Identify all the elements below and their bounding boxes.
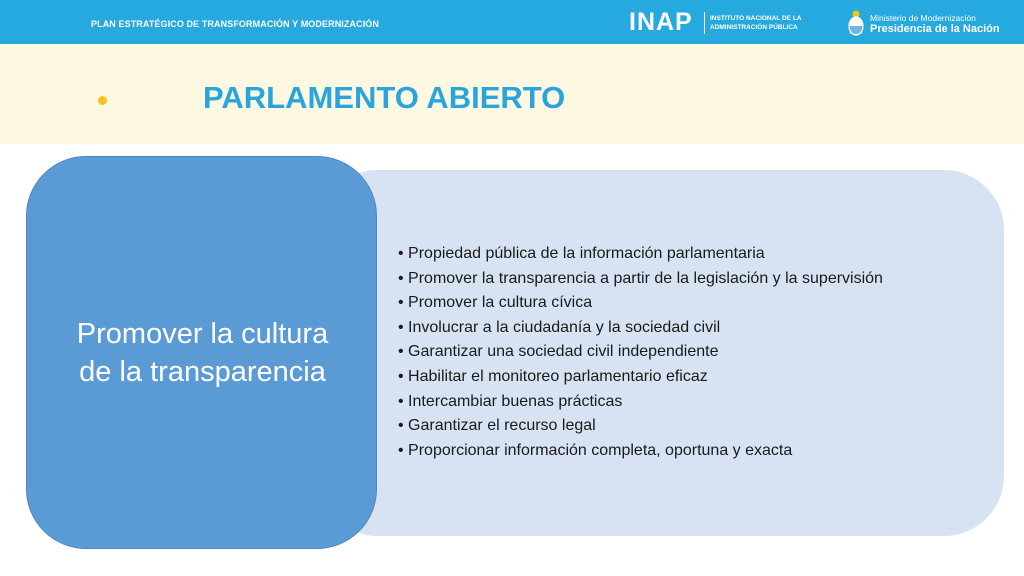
ministry-logo-text bbox=[870, 13, 1000, 35]
list-item: • Garantizar una sociedad civil independiente bbox=[398, 340, 883, 365]
title-bullet bbox=[98, 96, 107, 105]
list-item: • Involucrar a la ciudadanía y la sociedad civil bbox=[398, 316, 883, 341]
inap-logo-name: INAP bbox=[629, 8, 693, 36]
inap-subtitle-line2: ADMINISTRACIÓN PÚBLICA bbox=[710, 24, 798, 31]
list-item: • Promover la cultura cívica bbox=[398, 291, 883, 316]
inap-subtitle-line1: INSTITUTO NACIONAL DE LA bbox=[710, 15, 802, 22]
items-list bbox=[398, 242, 883, 463]
list-item: • Habilitar el monitoreo parlamentario eficaz bbox=[398, 365, 883, 390]
ministry-line1: Ministerio de Modernización bbox=[870, 13, 976, 23]
header-bar bbox=[0, 0, 1024, 44]
slide-title: PARLAMENTO ABIERTO bbox=[203, 80, 566, 115]
list-item: • Propiedad pública de la información parlamentaria bbox=[398, 242, 883, 267]
list-item: • Promover la transparencia a partir de la legislación y la supervisión bbox=[398, 267, 883, 292]
main-box-line1: Promover la cultura bbox=[76, 318, 329, 350]
list-item: • Garantizar el recurso legal bbox=[398, 414, 883, 439]
plan-label: PLAN ESTRATÉGICO DE TRANSFORMACIÓN Y MODERNIZACIÓN bbox=[91, 19, 380, 29]
list-item: • Intercambiar buenas prácticas bbox=[398, 390, 883, 415]
main-box bbox=[26, 156, 377, 549]
list-item: • Proporcionar información completa, oportuna y exacta bbox=[398, 439, 883, 464]
coat-of-arms-icon bbox=[846, 9, 866, 37]
inap-logo-subtitle bbox=[710, 14, 801, 32]
main-box-line2: de la transparencia bbox=[79, 356, 326, 388]
inap-logo-divider bbox=[704, 12, 705, 34]
ministry-line2: Presidencia de la Nación bbox=[870, 23, 1000, 35]
main-box-text bbox=[27, 315, 378, 391]
